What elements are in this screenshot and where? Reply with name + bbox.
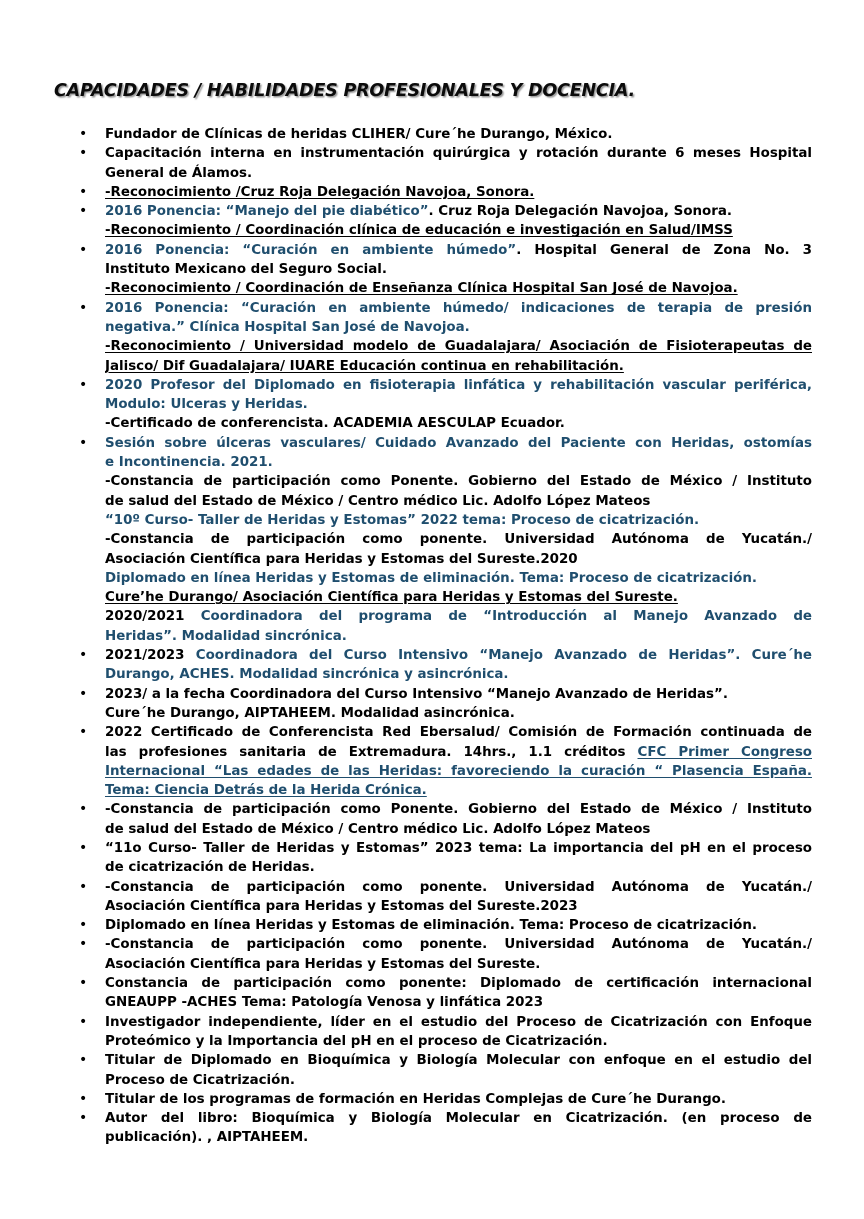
text-segment: Titular de los programas de formación en Heridas Complejas de Cure´he Durango. bbox=[105, 1091, 726, 1107]
text-line bbox=[105, 221, 812, 240]
text-segment: Modulo: Ulceras y Heridas. bbox=[105, 397, 308, 413]
text-line bbox=[105, 607, 812, 626]
text-line bbox=[105, 743, 812, 762]
text-segment: Diplomado en línea Heridas y Estomas de eliminación. Tema: Proceso de cicatrización. bbox=[105, 918, 757, 934]
list-item bbox=[0, 376, 864, 434]
text-segment: 2023/ a la fecha Coordinadora del Curso Intensivo “Manejo Avanzado de Heridas”. bbox=[105, 686, 728, 702]
bullet-icon: • bbox=[79, 126, 88, 142]
text-segment: Fundador de Clínicas de heridas CLIHER/ Cure´he Durango, México. bbox=[105, 127, 613, 142]
text-line bbox=[105, 935, 812, 954]
list-item bbox=[0, 1109, 864, 1148]
text-segment: -Constancia de participación como Ponente. Gobierno del Estado de México / Instituto bbox=[105, 802, 812, 818]
text-line bbox=[105, 241, 812, 260]
text-segment: -Constancia de participación como ponente. Universidad Autónoma de Yucatán./ bbox=[105, 937, 812, 953]
list-item bbox=[0, 685, 864, 724]
bullet-icon: • bbox=[79, 1090, 88, 1107]
text-segment: . Cruz Roja Delegación Navojoa, Sonora. bbox=[428, 204, 732, 220]
list-item bbox=[0, 241, 864, 299]
text-line bbox=[105, 762, 812, 781]
text-line bbox=[105, 279, 812, 298]
list-item bbox=[0, 839, 864, 878]
bullet-icon: • bbox=[79, 145, 88, 162]
text-segment: Titular de Diplomado en Bioquímica y Biología Molecular con enfoque en el estudio del bbox=[105, 1053, 812, 1069]
text-segment: e Incontinencia. 2021. bbox=[105, 455, 273, 471]
text-line bbox=[105, 646, 812, 665]
list-item bbox=[0, 723, 864, 800]
bullet-icon: • bbox=[79, 801, 88, 818]
text-segment: CFC Primer Congreso bbox=[637, 744, 812, 760]
list-item bbox=[0, 646, 864, 685]
list-item bbox=[0, 1090, 864, 1109]
list-item bbox=[0, 974, 864, 1013]
bullet-icon: • bbox=[79, 878, 88, 895]
text-line bbox=[105, 858, 812, 877]
text-segment: Cure’he Durango/ Asociación Científica para Heridas y Estomas del Sureste. bbox=[105, 590, 678, 606]
text-line bbox=[105, 202, 812, 221]
text-segment: Heridas”. Modalidad sincrónica. bbox=[105, 628, 347, 644]
text-line bbox=[105, 839, 812, 858]
text-line bbox=[105, 569, 812, 588]
text-line bbox=[105, 550, 812, 569]
text-line bbox=[105, 376, 812, 395]
text-segment: . Hospital General de Zona No. 3 bbox=[516, 242, 812, 258]
text-line bbox=[105, 299, 812, 318]
text-segment: publicación). , AIPTAHEEM. bbox=[105, 1130, 309, 1146]
list-item bbox=[0, 299, 864, 376]
text-line bbox=[105, 897, 812, 916]
text-segment: Asociación Científica para Heridas y Estomas del Sureste.2023 bbox=[105, 898, 578, 914]
list-item bbox=[0, 183, 864, 202]
text-segment: “10º Curso- Taller de Heridas y Estomas” 2022 tema: Proceso de cicatrización. bbox=[105, 512, 700, 528]
text-segment: General de Álamos. bbox=[105, 165, 253, 181]
text-segment: de cicatrización de Heridas. bbox=[105, 860, 315, 876]
text-segment: -Reconocimiento / Coordinación de Enseñanza Clínica Hospital San José de Navojoa. bbox=[105, 281, 738, 297]
bullet-icon: • bbox=[79, 839, 88, 856]
text-line bbox=[105, 1032, 812, 1051]
text-line bbox=[105, 183, 812, 202]
bullet-icon: • bbox=[79, 1052, 88, 1069]
text-line bbox=[105, 164, 812, 183]
text-segment: Coordinadora del Curso Intensivo “Manejo Avanzado de Heridas”. Cure´he bbox=[195, 648, 812, 664]
text-segment: -Reconocimiento /Cruz Roja Delegación Navojoa, Sonora. bbox=[105, 184, 535, 200]
text-segment: -Constancia de participación como ponente. Universidad Autónoma de Yucatán./ bbox=[105, 879, 812, 895]
text-segment: GNEAUPP -ACHES Tema: Patología Venosa y linfática 2023 bbox=[105, 995, 544, 1011]
text-segment: Capacitación interna en instrumentación quirúrgica y rotación durante 6 meses Hospital bbox=[105, 146, 812, 162]
text-line bbox=[105, 955, 812, 974]
text-line bbox=[105, 260, 812, 279]
text-segment: Asociación Científica para Heridas y Estomas del Sureste.2020 bbox=[105, 551, 578, 567]
text-segment: Jalisco/ Dif Guadalajara/ IUARE Educación continua en rehabilitación. bbox=[105, 358, 624, 374]
text-line bbox=[105, 414, 812, 433]
text-segment: 2016 Ponencia: “Curación en ambiente húmedo” bbox=[105, 242, 517, 258]
text-line bbox=[105, 395, 812, 414]
text-line bbox=[105, 511, 812, 530]
list-item bbox=[0, 1051, 864, 1090]
text-line bbox=[105, 1090, 812, 1109]
text-segment: Constancia de participación como ponente: Diplomado de certificación internacional bbox=[105, 976, 812, 992]
text-line bbox=[105, 318, 812, 337]
text-segment: las profesiones sanitaria de Extremadura. 14hrs., 1.1 créditos bbox=[105, 744, 638, 760]
text-line bbox=[105, 878, 812, 897]
text-segment: Durango, ACHES. Modalidad sincrónica y asincrónica. bbox=[105, 667, 509, 683]
list-item bbox=[0, 202, 864, 241]
text-segment: Investigador independiente, líder en el estudio del Proceso de Cicatrización con Enfoque bbox=[105, 1014, 812, 1030]
text-segment: -Constancia de participación como Ponente. Gobierno del Estado de México / Instituto bbox=[105, 474, 812, 490]
bullet-icon: • bbox=[79, 917, 88, 934]
text-line bbox=[105, 1013, 812, 1032]
text-line bbox=[105, 627, 812, 646]
text-segment: 2021/2023 bbox=[105, 648, 196, 664]
text-segment: -Constancia de participación como ponente. Universidad Autónoma de Yucatán./ bbox=[105, 532, 812, 548]
text-line bbox=[105, 453, 812, 472]
text-segment: Asociación Científica para Heridas y Estomas del Sureste. bbox=[105, 956, 541, 972]
text-line bbox=[105, 492, 812, 511]
text-segment: Proceso de Cicatrización. bbox=[105, 1072, 295, 1088]
bullet-icon: • bbox=[79, 936, 88, 953]
bullet-icon: • bbox=[79, 724, 88, 741]
text-line bbox=[105, 357, 812, 376]
text-line bbox=[105, 1051, 812, 1070]
text-line bbox=[105, 781, 812, 800]
text-line bbox=[105, 472, 812, 491]
list-item bbox=[0, 916, 864, 935]
text-line bbox=[105, 820, 812, 839]
text-segment: 2022 Certificado de Conferencista Red Ebersalud/ Comisión de Formación continuada de bbox=[105, 725, 812, 741]
text-segment: Sesión sobre úlceras vasculares/ Cuidado Avanzado del Paciente con Heridas, ostomías bbox=[105, 435, 812, 451]
text-line bbox=[105, 974, 812, 993]
bullet-icon: • bbox=[79, 434, 88, 451]
text-segment: 2020/2021 bbox=[105, 609, 201, 625]
text-segment: 2016 Ponencia: “Curación en ambiente húmedo/ indicaciones de terapia de presión bbox=[105, 300, 812, 316]
text-line bbox=[105, 993, 812, 1012]
text-line bbox=[105, 1128, 812, 1147]
section-heading: CAPACIDADES / HABILIDADES PROFESIONALES Y DOCENCIA. bbox=[54, 81, 635, 101]
bullet-icon: • bbox=[79, 1013, 88, 1030]
text-line bbox=[105, 1071, 812, 1090]
text-line bbox=[105, 144, 812, 163]
text-line bbox=[105, 800, 812, 819]
text-segment: 2020 Profesor del Diplomado en fisioterapia linfática y rehabilitación vascular periférica, bbox=[105, 377, 812, 393]
list-item bbox=[0, 935, 864, 974]
text-line bbox=[105, 723, 812, 742]
text-segment: Instituto Mexicano del Seguro Social. bbox=[105, 262, 387, 278]
text-segment: “11o Curso- Taller de Heridas y Estomas” 2023 tema: La importancia del pH en el proceso bbox=[105, 840, 812, 856]
bullet-icon: • bbox=[79, 685, 88, 702]
text-line bbox=[105, 685, 812, 704]
text-segment: negativa.” Clínica Hospital San José de Navojoa. bbox=[105, 319, 470, 335]
list-item bbox=[0, 144, 864, 183]
text-segment: -Reconocimiento / Coordinación clínica de educación e investigación en Salud/IMSS bbox=[105, 223, 733, 239]
list-item bbox=[0, 800, 864, 839]
text-segment: 2016 Ponencia: “Manejo del pie diabético” bbox=[105, 204, 429, 220]
text-line bbox=[105, 665, 812, 684]
bullet-icon: • bbox=[79, 241, 88, 258]
text-segment: de salud del Estado de México / Centro médico Lic. Adolfo López Mateos bbox=[105, 493, 651, 509]
bullet-icon: • bbox=[79, 299, 88, 316]
list-item bbox=[0, 878, 864, 917]
bullet-icon: • bbox=[79, 203, 88, 220]
text-line bbox=[105, 125, 812, 144]
capabilities-list bbox=[0, 125, 864, 1148]
text-segment: de salud del Estado de México / Centro médico Lic. Adolfo López Mateos bbox=[105, 821, 651, 837]
text-segment: -Certificado de conferencista. ACADEMIA AESCULAP Ecuador. bbox=[105, 416, 565, 432]
text-line bbox=[105, 1109, 812, 1128]
list-item bbox=[0, 1013, 864, 1052]
bullet-icon: • bbox=[79, 647, 88, 664]
list-item bbox=[0, 434, 864, 646]
text-segment: Tema: Ciencia Detrás de la Herida Crónica. bbox=[105, 783, 427, 799]
bullet-icon: • bbox=[79, 183, 88, 200]
text-line bbox=[105, 916, 812, 935]
text-segment: Internacional “Las edades de las Heridas: favoreciendo la curación “ Plasencia España. bbox=[105, 763, 812, 779]
text-segment: Cure´he Durango, AIPTAHEEM. Modalidad asincrónica. bbox=[105, 705, 515, 721]
list-item bbox=[0, 125, 864, 144]
bullet-icon: • bbox=[79, 376, 88, 393]
text-line bbox=[105, 704, 812, 723]
text-line bbox=[105, 530, 812, 549]
text-line bbox=[105, 588, 812, 607]
bullet-icon: • bbox=[79, 975, 88, 992]
text-line bbox=[105, 337, 812, 356]
text-line bbox=[105, 434, 812, 453]
text-segment: Proteómico y la Importancia del pH en el proceso de Cicatrización. bbox=[105, 1033, 608, 1049]
text-segment: Coordinadora del programa de “Introducción al Manejo Avanzado de bbox=[200, 609, 812, 625]
bullet-icon: • bbox=[79, 1110, 88, 1127]
text-segment: Autor del libro: Bioquímica y Biología Molecular en Cicatrización. (en proceso de bbox=[105, 1111, 812, 1127]
text-segment: -Reconocimiento / Universidad modelo de Guadalajara/ Asociación de Fisioterapeutas de bbox=[105, 339, 812, 355]
text-segment: Diplomado en línea Heridas y Estomas de eliminación. Tema: Proceso de cicatrización. bbox=[105, 570, 757, 586]
